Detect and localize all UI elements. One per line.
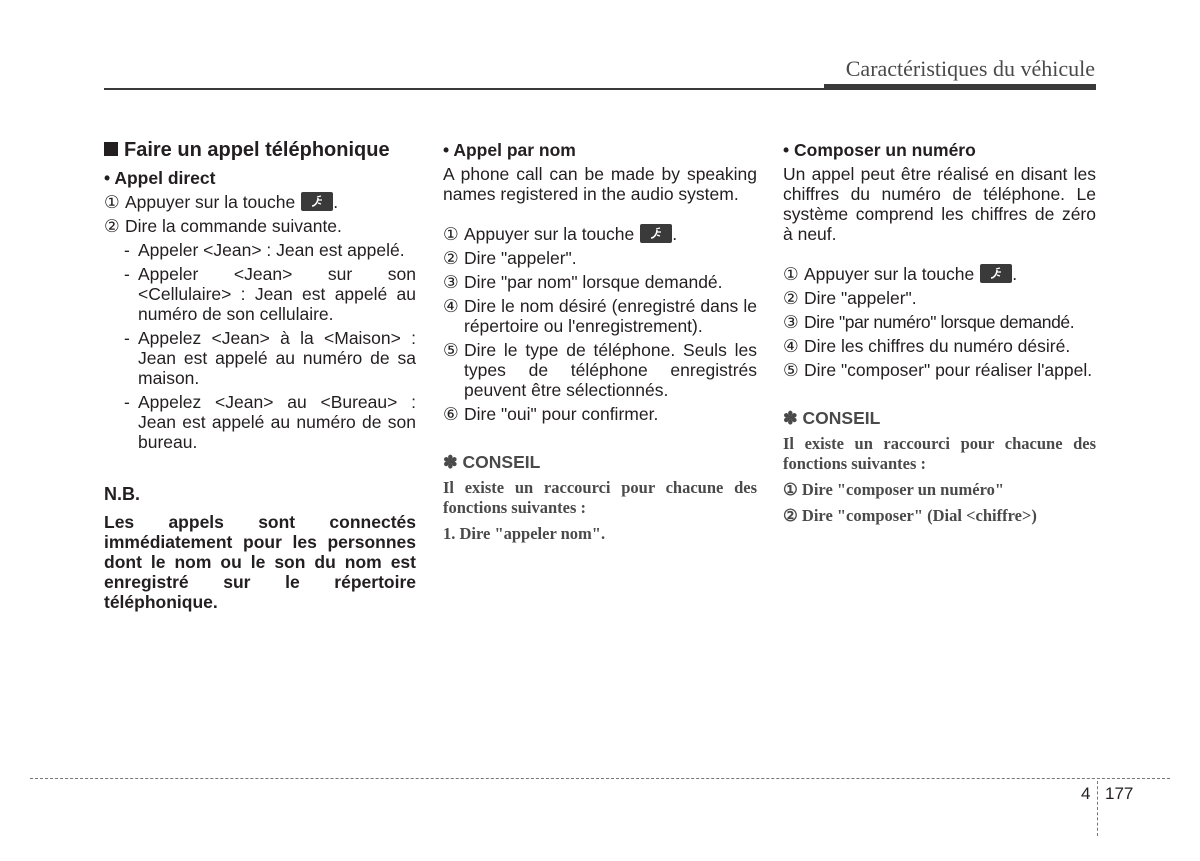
dash-text: Appelez <Jean> au <Bureau> : Jean est appelé au numéro de son bureau. xyxy=(138,392,416,452)
step-item xyxy=(783,360,1096,380)
tip-title: ✽ CONSEIL xyxy=(443,452,541,472)
spacer xyxy=(443,428,757,444)
column-right xyxy=(783,140,1096,532)
spacer xyxy=(783,384,1096,400)
chapter-number: 4 xyxy=(1081,784,1091,803)
step-number: ⑤ xyxy=(443,340,459,360)
step-number: ① xyxy=(783,264,799,284)
step-text: Appuyer sur la touche xyxy=(464,224,635,244)
note-title: N.B. xyxy=(104,484,140,504)
step-suffix: . xyxy=(1012,264,1018,284)
step-number: ② xyxy=(443,248,459,268)
step-item xyxy=(104,216,416,236)
subheading-appel-direct: • Appel direct xyxy=(104,168,216,188)
tip-item: ② Dire "composer" (Dial <chiffre>) xyxy=(783,506,1037,525)
phone-talk-icon xyxy=(301,192,333,211)
footer-rule xyxy=(30,778,1170,779)
step-text: Dire la commande suivante. xyxy=(125,216,342,236)
step-number: ② xyxy=(783,288,799,308)
step-suffix: . xyxy=(672,224,678,244)
step-item xyxy=(783,288,1096,308)
phone-talk-icon xyxy=(980,264,1012,283)
step-number: ① xyxy=(443,224,459,244)
step-item xyxy=(443,296,757,336)
step-item xyxy=(104,192,416,212)
step-number: ③ xyxy=(783,312,799,332)
step-number: ① xyxy=(104,192,120,212)
step-number: ⑥ xyxy=(443,404,459,424)
dash-text: Appeler <Jean> sur son <Cellulaire> : Jean est appelé au numéro de son cellulaire. xyxy=(138,264,416,324)
step-item xyxy=(443,248,757,268)
header-rule-thick xyxy=(824,84,1096,90)
dash-item xyxy=(104,240,416,260)
dash-marker: - xyxy=(124,240,130,260)
step-text: Dire "par numéro" lorsque demandé. xyxy=(804,312,1075,332)
step-text: Dire le type de téléphone. Seuls les types de téléphone enregistrés peuvent être sélectionnés. xyxy=(464,340,757,400)
spacer xyxy=(104,456,416,472)
dash-text: Appeler <Jean> : Jean est appelé. xyxy=(138,240,405,260)
tip-item: ① Dire "composer un numéro" xyxy=(783,480,1005,499)
step-text: Dire "appeler". xyxy=(804,288,917,308)
step-item xyxy=(443,404,757,424)
phone-talk-icon xyxy=(640,224,672,243)
footer-vertical-rule xyxy=(1097,781,1098,836)
step-text: Dire "appeler". xyxy=(464,248,577,268)
page-header-title: Caractéristiques du véhicule xyxy=(845,56,1095,81)
step-number: ③ xyxy=(443,272,459,292)
tip-text: Il existe un raccourci pour chacune des fonctions suivantes : xyxy=(443,478,757,517)
dash-item xyxy=(104,392,416,452)
step-suffix: . xyxy=(333,192,339,212)
step-text: Appuyer sur la touche xyxy=(125,192,296,212)
step-item xyxy=(443,272,757,292)
step-text: Dire "oui" pour confirmer. xyxy=(464,404,659,424)
square-bullet-icon xyxy=(104,142,118,156)
step-item xyxy=(443,340,757,400)
step-text: Dire "par nom" lorsque demandé. xyxy=(464,272,723,292)
dash-text: Appelez <Jean> à la <Maison> : Jean est appelé au numéro de sa maison. xyxy=(138,328,416,388)
dash-marker: - xyxy=(124,264,130,284)
step-number: ④ xyxy=(443,296,459,316)
dash-item xyxy=(104,264,416,324)
dash-item xyxy=(104,328,416,388)
column-middle xyxy=(443,140,757,550)
step-text: Appuyer sur la touche xyxy=(804,264,975,284)
column-left xyxy=(104,140,416,612)
intro-text: A phone call can be made by speaking names registered in the audio system. xyxy=(443,164,757,204)
dash-marker: - xyxy=(124,328,130,348)
subheading-composer-numero: • Composer un numéro xyxy=(783,140,976,160)
intro-text: Un appel peut être réalisé en disant les chiffres du numéro de téléphone. Le système comprend les chiffres de zéro à neuf. xyxy=(783,164,1096,244)
step-text: Dire le nom désiré (enregistré dans le répertoire ou l'enregistrement). xyxy=(464,296,757,336)
step-text: Dire les chiffres du numéro désiré. xyxy=(804,336,1071,356)
step-text: Dire "composer" pour réaliser l'appel. xyxy=(804,360,1093,380)
section-title xyxy=(104,140,416,160)
tip-text: Il existe un raccourci pour chacune des fonctions suivantes : xyxy=(783,434,1096,473)
tip-title: ✽ CONSEIL xyxy=(783,408,881,428)
subheading-appel-par-nom: • Appel par nom xyxy=(443,140,576,160)
spacer xyxy=(783,248,1096,264)
step-number: ② xyxy=(104,216,120,236)
section-title-text: Faire un appel téléphonique xyxy=(124,139,390,161)
tip-item: 1. Dire "appeler nom". xyxy=(443,524,606,543)
step-number: ④ xyxy=(783,336,799,356)
dash-marker: - xyxy=(124,392,130,412)
step-item xyxy=(783,336,1096,356)
step-item xyxy=(783,312,1096,332)
note-text: Les appels sont connectés immédiatement pour les personnes dont le nom ou le son du nom est enregistré sur le répertoire téléphonique. xyxy=(104,512,416,612)
page-number: 177 xyxy=(1105,784,1134,803)
step-item xyxy=(783,264,1096,284)
step-number: ⑤ xyxy=(783,360,799,380)
step-item xyxy=(443,224,757,244)
spacer xyxy=(443,208,757,224)
